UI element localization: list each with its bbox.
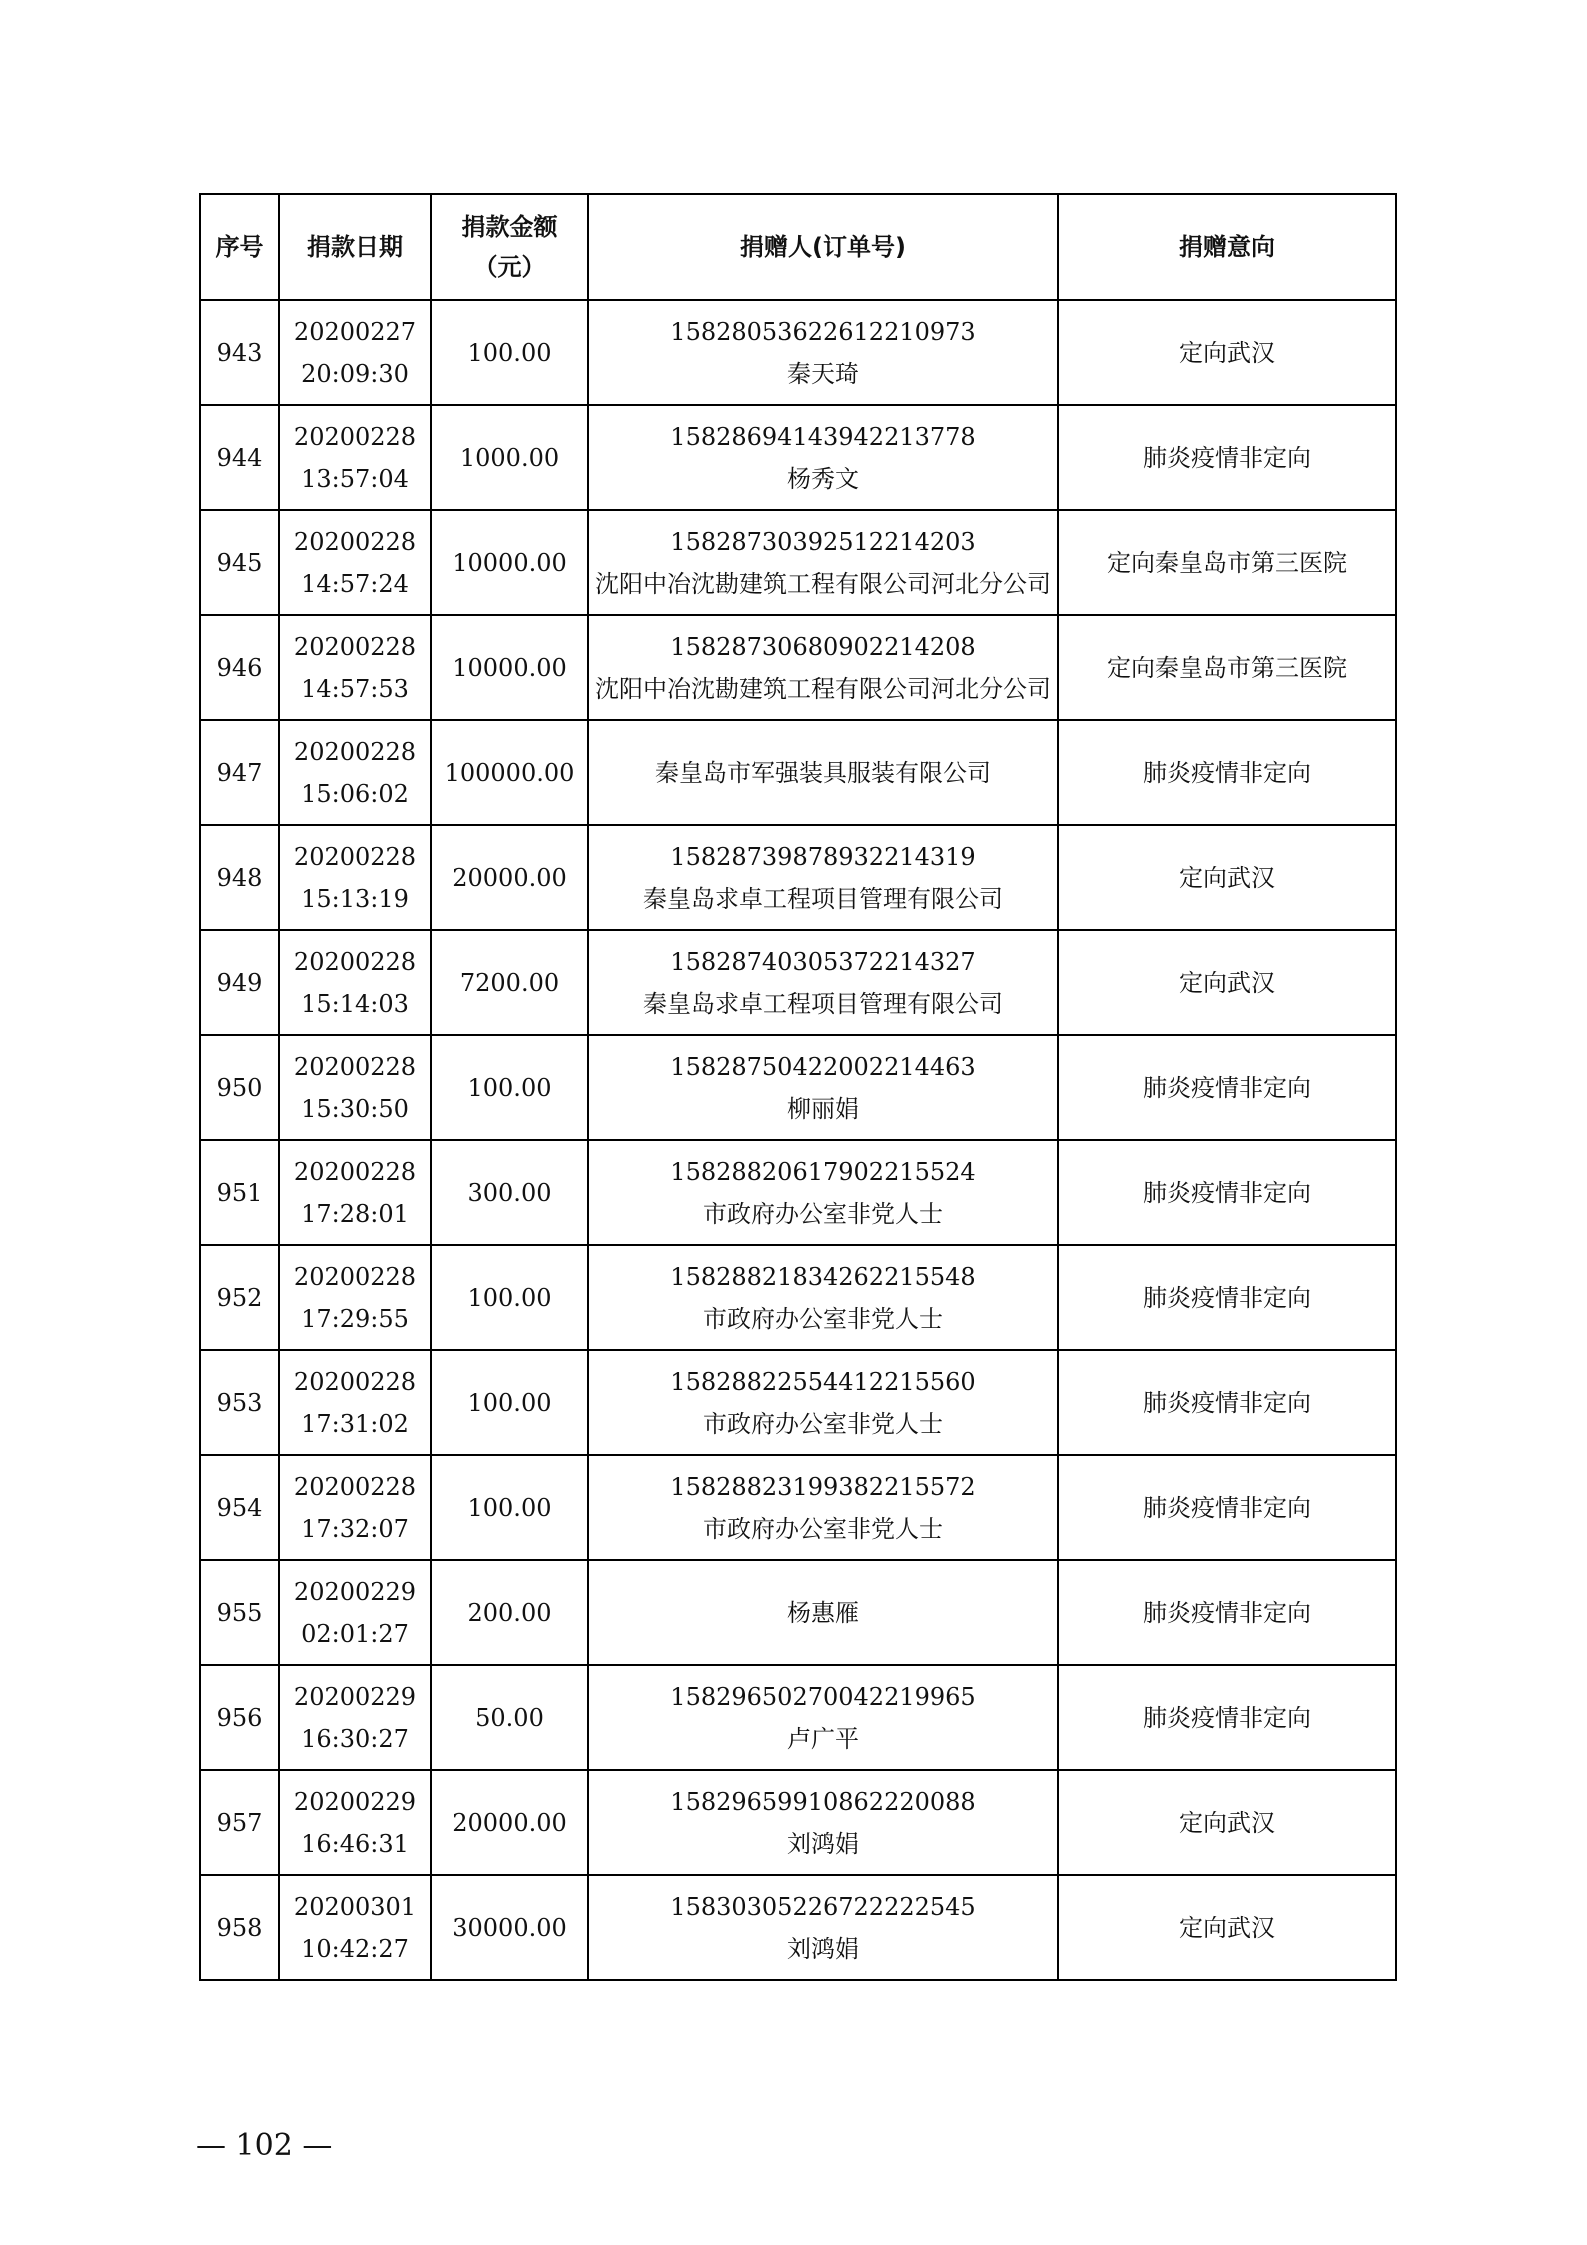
cell-seq: 956 <box>200 1665 279 1770</box>
cell-seq: 954 <box>200 1455 279 1560</box>
cell-amount: 7200.00 <box>431 930 588 1035</box>
cell-amount: 20000.00 <box>431 825 588 930</box>
cell-seq: 944 <box>200 405 279 510</box>
cell-date-day: 20200228 <box>293 1367 417 1396</box>
cell-seq: 948 <box>200 825 279 930</box>
cell-seq: 946 <box>200 615 279 720</box>
cell-donor <box>588 300 1058 405</box>
table-row <box>200 510 1396 615</box>
cell-date-day: 20200228 <box>293 422 417 451</box>
cell-seq: 947 <box>200 720 279 825</box>
cell-intent: 定向武汉 <box>1058 930 1396 1035</box>
cell-date <box>279 1455 431 1560</box>
cell-intent: 定向武汉 <box>1058 1875 1396 1980</box>
cell-amount: 100.00 <box>431 1245 588 1350</box>
cell-date-time: 17:32:07 <box>301 1514 409 1543</box>
cell-donor-name: 刘鸿娟 <box>787 1934 859 1963</box>
cell-donor-name: 刘鸿娟 <box>787 1829 859 1858</box>
cell-donor-order: 15829659910862220088 <box>670 1787 976 1816</box>
table-row <box>200 1140 1396 1245</box>
cell-date <box>279 1140 431 1245</box>
cell-donor <box>588 930 1058 1035</box>
cell-donor-name: 杨秀文 <box>787 464 859 493</box>
cell-date-day: 20200228 <box>293 947 417 976</box>
table-row <box>200 1350 1396 1455</box>
cell-donor-name: 市政府办公室非党人士 <box>703 1199 943 1228</box>
cell-intent: 肺炎疫情非定向 <box>1058 1560 1396 1665</box>
cell-donor <box>588 1140 1058 1245</box>
cell-amount: 300.00 <box>431 1140 588 1245</box>
table-row <box>200 1875 1396 1980</box>
cell-seq: 951 <box>200 1140 279 1245</box>
cell-donor <box>588 720 1058 825</box>
page-number: — 102 — <box>196 2128 333 2163</box>
cell-date-day: 20200228 <box>293 527 417 556</box>
cell-date <box>279 1560 431 1665</box>
cell-seq: 957 <box>200 1770 279 1875</box>
cell-date-time: 16:46:31 <box>301 1829 409 1858</box>
cell-donor-order: 15828750422002214463 <box>670 1052 976 1081</box>
cell-date-time: 17:31:02 <box>301 1409 409 1438</box>
cell-donor <box>588 1350 1058 1455</box>
cell-donor <box>588 825 1058 930</box>
cell-donor-name: 秦天琦 <box>787 359 859 388</box>
cell-donor-order: 15828821834262215548 <box>670 1262 976 1291</box>
cell-donor <box>588 510 1058 615</box>
table-row <box>200 1560 1396 1665</box>
cell-date-time: 17:29:55 <box>301 1304 409 1333</box>
cell-donor-order: 15828739878932214319 <box>670 842 976 871</box>
cell-date-time: 15:13:19 <box>301 884 409 913</box>
cell-date-time: 10:42:27 <box>301 1934 409 1963</box>
cell-donor <box>588 1245 1058 1350</box>
cell-donor-name: 沈阳中冶沈勘建筑工程有限公司河北分公司 <box>595 674 1051 703</box>
cell-date <box>279 825 431 930</box>
cell-date <box>279 615 431 720</box>
cell-intent: 定向秦皇岛市第三医院 <box>1058 510 1396 615</box>
cell-date-day: 20200228 <box>293 842 417 871</box>
cell-donor <box>588 1665 1058 1770</box>
table-row <box>200 405 1396 510</box>
cell-date <box>279 300 431 405</box>
cell-date-day: 20200228 <box>293 1052 417 1081</box>
cell-amount: 100000.00 <box>431 720 588 825</box>
header-date: 捐款日期 <box>279 194 431 300</box>
cell-date-time: 16:30:27 <box>301 1724 409 1753</box>
cell-seq: 949 <box>200 930 279 1035</box>
cell-date-time: 13:57:04 <box>301 464 409 493</box>
table-row <box>200 1665 1396 1770</box>
cell-date <box>279 1875 431 1980</box>
table-row <box>200 615 1396 720</box>
cell-date-time: 15:06:02 <box>301 779 409 808</box>
cell-seq: 943 <box>200 300 279 405</box>
cell-seq: 950 <box>200 1035 279 1140</box>
cell-donor <box>588 1455 1058 1560</box>
cell-date-day: 20200229 <box>293 1787 417 1816</box>
cell-seq: 952 <box>200 1245 279 1350</box>
cell-donor <box>588 615 1058 720</box>
table-row <box>200 720 1396 825</box>
cell-date-day: 20200301 <box>293 1892 417 1921</box>
cell-donor-order: 158280536226122109​73 <box>670 317 976 346</box>
cell-date <box>279 1245 431 1350</box>
cell-donor-order: 15828730392512214203 <box>670 527 976 556</box>
cell-date <box>279 1770 431 1875</box>
cell-donor-order: 15830305226722222545 <box>670 1892 976 1921</box>
cell-donor-name: 秦皇岛市军强装具服装有限公司 <box>655 758 991 787</box>
header-amount-line2: （元） <box>473 253 546 281</box>
cell-date <box>279 1350 431 1455</box>
table-row <box>200 1770 1396 1875</box>
cell-seq: 953 <box>200 1350 279 1455</box>
cell-donor-order: 15828823199382215572 <box>670 1472 976 1501</box>
cell-amount: 50.00 <box>431 1665 588 1770</box>
cell-amount: 100.00 <box>431 1035 588 1140</box>
cell-date-day: 20200228 <box>293 1157 417 1186</box>
cell-seq: 945 <box>200 510 279 615</box>
cell-amount: 10000.00 <box>431 615 588 720</box>
donation-table <box>199 193 1397 1981</box>
table-row <box>200 300 1396 405</box>
cell-date-time: 15:30:50 <box>301 1094 409 1123</box>
cell-date-day: 20200229 <box>293 1682 417 1711</box>
cell-intent: 定向武汉 <box>1058 1770 1396 1875</box>
cell-date-day: 20200228 <box>293 632 417 661</box>
cell-donor-name: 秦皇岛求卓工程项目管理有限公司 <box>643 989 1003 1018</box>
cell-date-day: 20200228 <box>293 1262 417 1291</box>
cell-donor <box>588 1560 1058 1665</box>
cell-amount: 100.00 <box>431 1350 588 1455</box>
cell-date <box>279 930 431 1035</box>
cell-intent: 肺炎疫情非定向 <box>1058 1350 1396 1455</box>
table-row <box>200 930 1396 1035</box>
table-row <box>200 825 1396 930</box>
cell-date <box>279 720 431 825</box>
cell-amount: 200.00 <box>431 1560 588 1665</box>
cell-date-time: 14:57:24 <box>301 569 409 598</box>
cell-date-day: 20200229 <box>293 1577 417 1606</box>
cell-donor <box>588 405 1058 510</box>
cell-donor-name: 卢广平 <box>787 1724 859 1753</box>
cell-date-time: 02:01:27 <box>301 1619 409 1648</box>
cell-date-day: 20200228 <box>293 737 417 766</box>
cell-date-time: 17:28:01 <box>301 1199 409 1228</box>
cell-intent: 定向武汉 <box>1058 300 1396 405</box>
cell-seq: 955 <box>200 1560 279 1665</box>
cell-amount: 100.00 <box>431 1455 588 1560</box>
cell-donor <box>588 1875 1058 1980</box>
cell-intent: 定向武汉 <box>1058 825 1396 930</box>
cell-donor <box>588 1770 1058 1875</box>
cell-date <box>279 510 431 615</box>
cell-amount: 1000.00 <box>431 405 588 510</box>
header-seq: 序号 <box>200 194 279 300</box>
cell-donor-order: 15829650270042219965 <box>670 1682 976 1711</box>
cell-amount: 100.00 <box>431 300 588 405</box>
cell-donor-name: 市政府办公室非党人士 <box>703 1514 943 1543</box>
header-donor: 捐赠人(订单号) <box>588 194 1058 300</box>
table-header-row <box>200 194 1396 300</box>
cell-donor-order: 15828820617902215524 <box>670 1157 976 1186</box>
cell-donor-name: 柳丽娟 <box>787 1094 859 1123</box>
cell-donor-name: 杨惠雁 <box>787 1598 859 1627</box>
cell-date <box>279 1035 431 1140</box>
cell-amount: 30000.00 <box>431 1875 588 1980</box>
table-row <box>200 1245 1396 1350</box>
cell-amount: 10000.00 <box>431 510 588 615</box>
cell-donor <box>588 1035 1058 1140</box>
cell-date <box>279 405 431 510</box>
cell-donor-name: 沈阳中冶沈勘建筑工程有限公司河北分公司 <box>595 569 1051 598</box>
cell-intent: 定向秦皇岛市第三医院 <box>1058 615 1396 720</box>
cell-donor-order: 15828822554412215560 <box>670 1367 976 1396</box>
cell-date-time: 14:57:53 <box>301 674 409 703</box>
cell-seq: 958 <box>200 1875 279 1980</box>
cell-amount: 20000.00 <box>431 1770 588 1875</box>
cell-intent: 肺炎疫情非定向 <box>1058 1665 1396 1770</box>
table-row <box>200 1455 1396 1560</box>
cell-date-time: 15:14:03 <box>301 989 409 1018</box>
cell-donor-order: 15828740305372214327 <box>670 947 976 976</box>
cell-donor-order: 15828694143942213778 <box>670 422 976 451</box>
header-amount-line1: 捐款金额 <box>461 213 558 241</box>
cell-intent: 肺炎疫情非定向 <box>1058 405 1396 510</box>
header-intent: 捐赠意向 <box>1058 194 1396 300</box>
cell-donor-name: 市政府办公室非党人士 <box>703 1304 943 1333</box>
cell-date <box>279 1665 431 1770</box>
cell-date-day: 20200227 <box>293 317 417 346</box>
cell-donor-order: 15828730680902214208 <box>670 632 976 661</box>
cell-intent: 肺炎疫情非定向 <box>1058 1455 1396 1560</box>
header-amount <box>431 194 588 300</box>
cell-donor-name: 秦皇岛求卓工程项目管理有限公司 <box>643 884 1003 913</box>
cell-intent: 肺炎疫情非定向 <box>1058 1035 1396 1140</box>
cell-date-time: 20:09:30 <box>301 359 409 388</box>
cell-intent: 肺炎疫情非定向 <box>1058 1245 1396 1350</box>
table-row <box>200 1035 1396 1140</box>
cell-intent: 肺炎疫情非定向 <box>1058 1140 1396 1245</box>
cell-donor-name: 市政府办公室非党人士 <box>703 1409 943 1438</box>
cell-date-day: 20200228 <box>293 1472 417 1501</box>
table-body <box>200 300 1396 1980</box>
cell-intent: 肺炎疫情非定向 <box>1058 720 1396 825</box>
